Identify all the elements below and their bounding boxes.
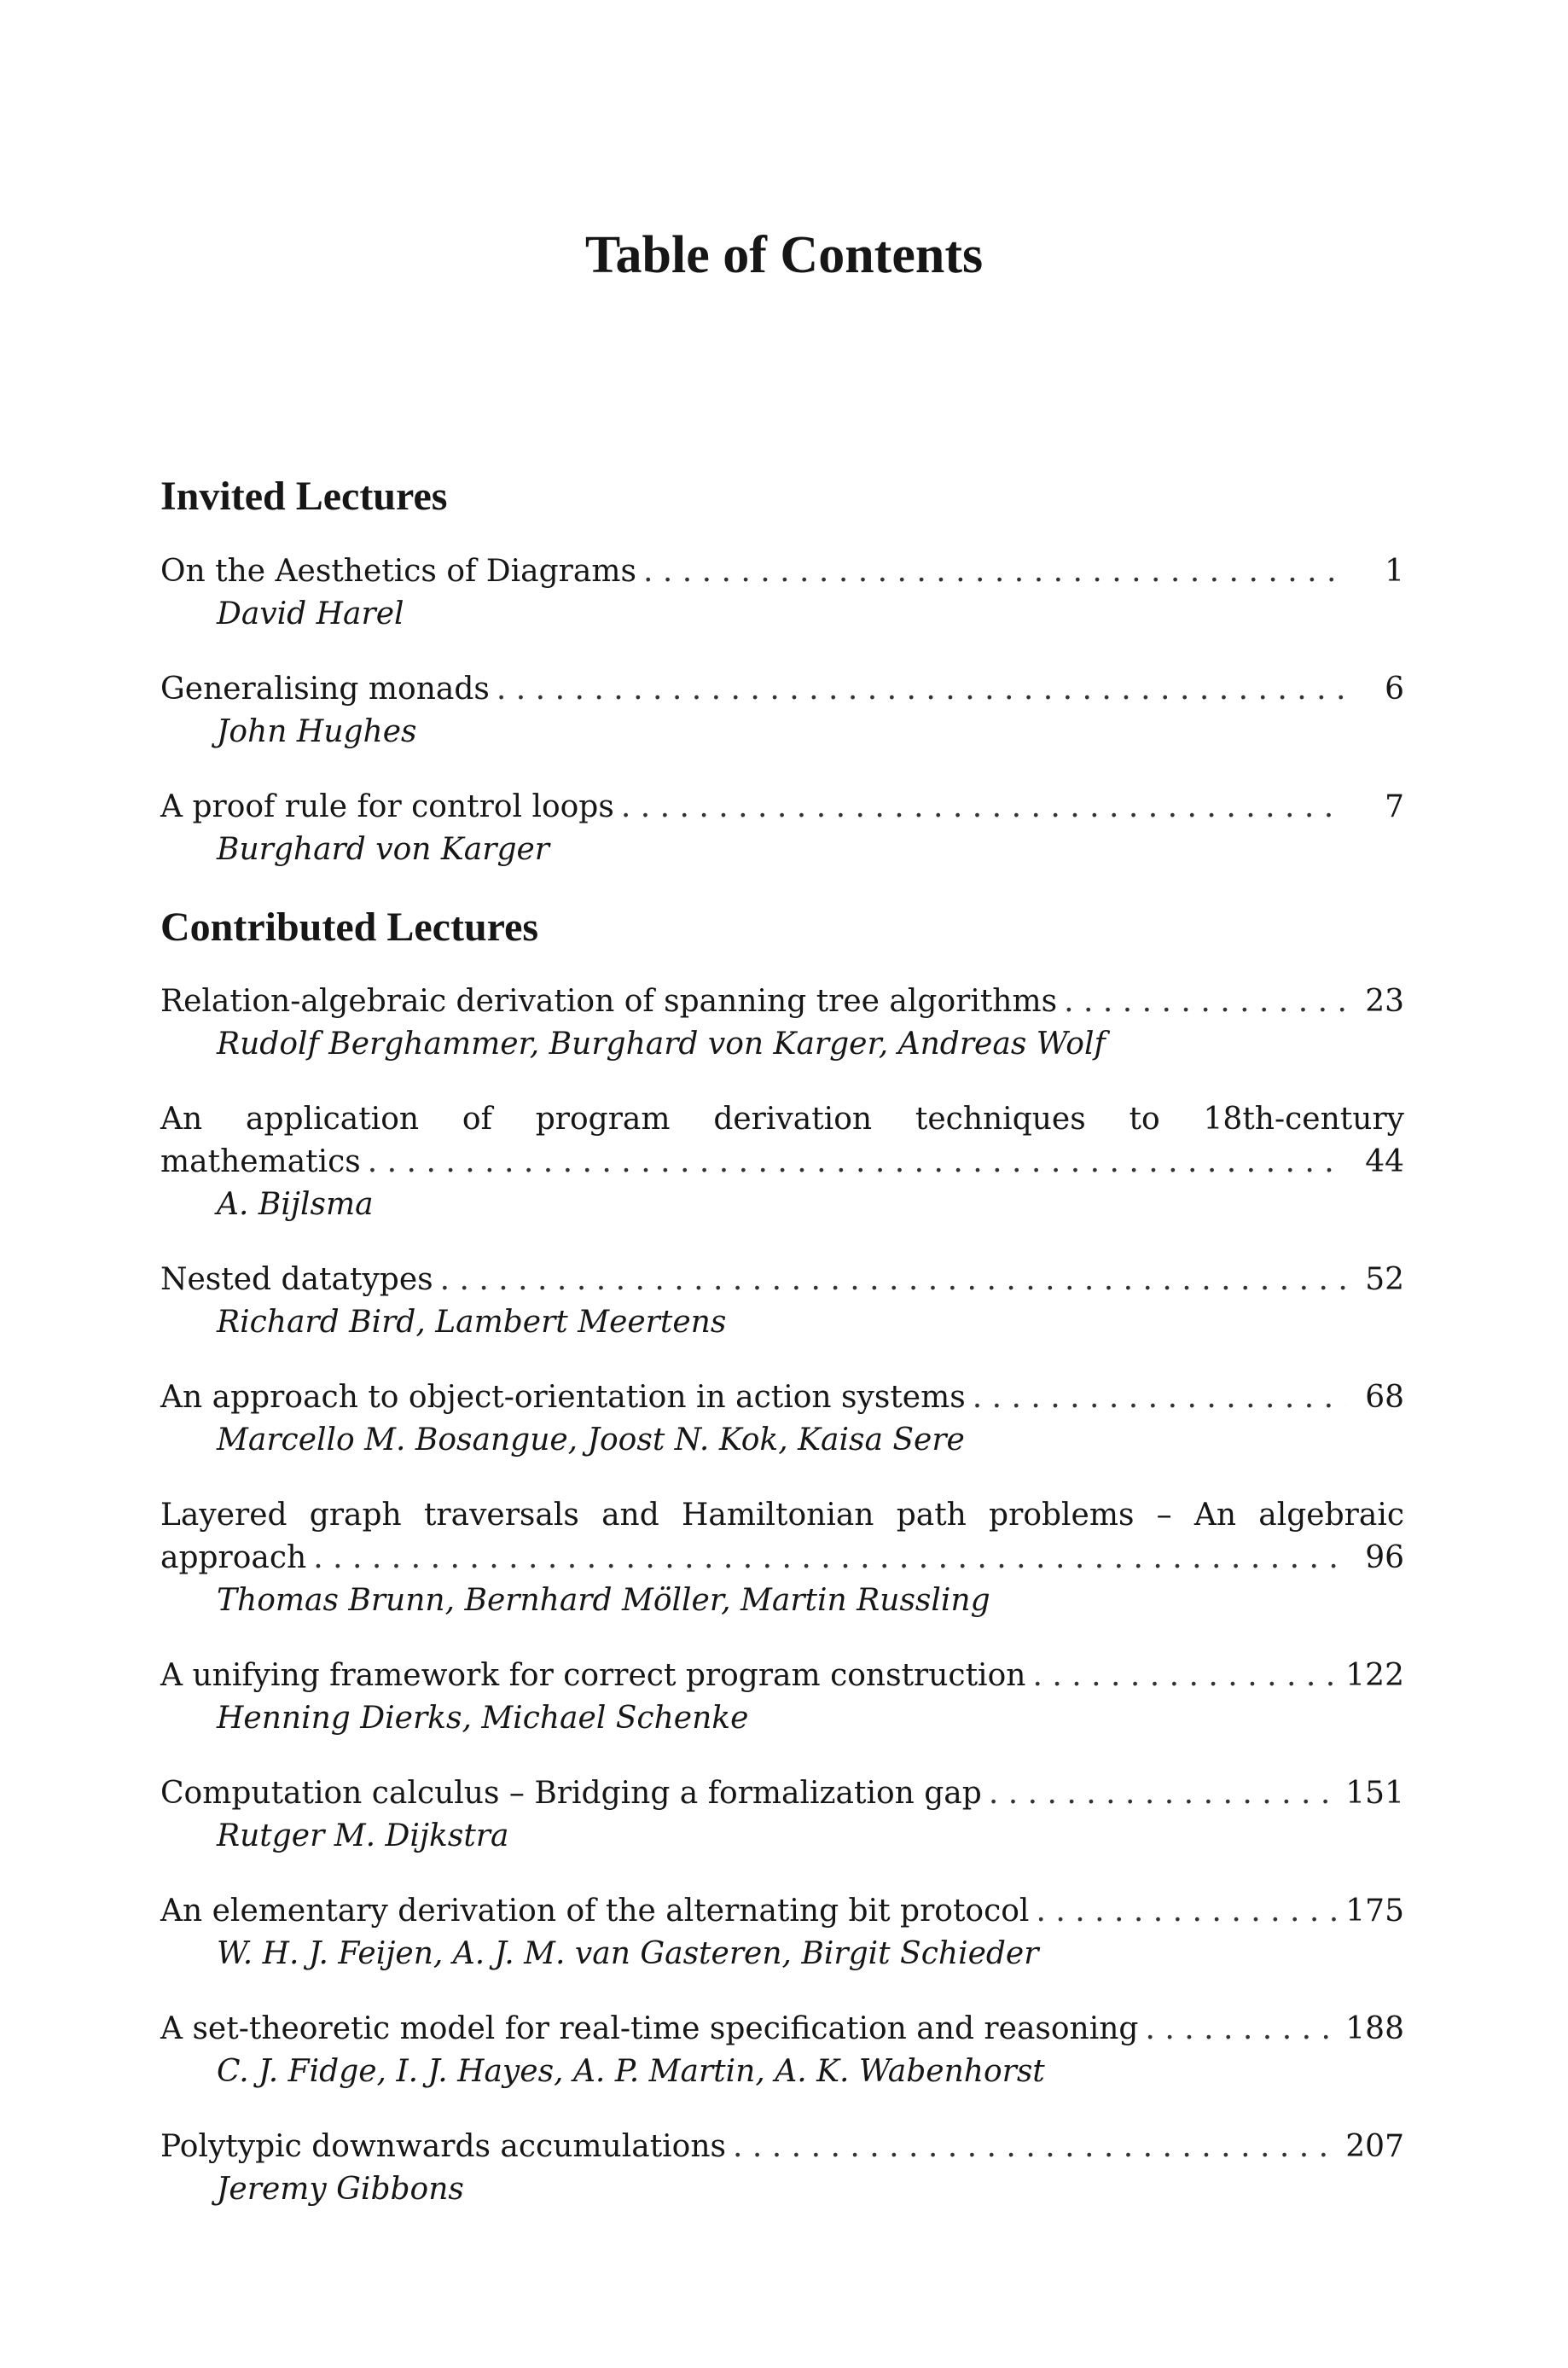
dot-leader bbox=[1064, 980, 1346, 1023]
entry-authors: Burghard von Karger bbox=[217, 832, 550, 867]
dot-leader bbox=[440, 1259, 1346, 1301]
dot-leader bbox=[313, 1537, 1346, 1580]
entry-title-line2: approach bbox=[160, 1540, 307, 1575]
dot-leader bbox=[497, 668, 1346, 711]
page-number: 96 bbox=[1365, 1540, 1404, 1575]
toc-entry[interactable] bbox=[160, 1890, 1404, 1975]
entry-title-line1: Layered graph traversals and Hamiltonian path problems – An algebraic bbox=[160, 1498, 1404, 1533]
page-number: 68 bbox=[1365, 1380, 1404, 1415]
page-title: Table of Contents bbox=[584, 226, 984, 284]
entry-authors: David Harel bbox=[217, 596, 404, 631]
page-number: 52 bbox=[1365, 1262, 1404, 1297]
entry-title: A proof rule for control loops bbox=[160, 789, 614, 824]
entry-title: Computation calculus – Bridging a formalization gap bbox=[160, 1776, 982, 1811]
toc-entry[interactable] bbox=[160, 2126, 1404, 2211]
entry-title-line2: mathematics bbox=[160, 1144, 361, 1179]
entry-authors: Marcello M. Bosangue, Joost N. Kok, Kaisa Sere bbox=[217, 1423, 965, 1457]
section-heading-invited: Invited Lectures bbox=[160, 474, 448, 519]
toc-entry[interactable] bbox=[160, 550, 1404, 636]
page-number: 7 bbox=[1385, 789, 1404, 824]
entry-authors: Rutger M. Dijkstra bbox=[217, 1818, 509, 1853]
dot-leader bbox=[621, 786, 1346, 829]
toc-entry[interactable] bbox=[160, 1772, 1404, 1858]
page-number: 175 bbox=[1345, 1894, 1404, 1929]
toc-entry[interactable] bbox=[160, 1259, 1404, 1344]
entry-authors: Jeremy Gibbons bbox=[217, 2172, 464, 2207]
dot-leader bbox=[973, 1376, 1346, 1419]
entry-title: On the Aesthetics of Diagrams bbox=[160, 554, 636, 589]
page-number: 122 bbox=[1345, 1658, 1404, 1693]
entry-authors: Richard Bird, Lambert Meertens bbox=[217, 1305, 727, 1340]
entry-authors: W. H. J. Feijen, A. J. M. van Gasteren, Birgit Schieder bbox=[217, 1936, 1039, 1971]
toc-entry[interactable] bbox=[160, 668, 1404, 753]
toc-entry[interactable] bbox=[160, 1494, 1404, 1622]
page-number: 207 bbox=[1345, 2129, 1404, 2164]
entry-title: A unifying framework for correct program construction bbox=[160, 1658, 1026, 1693]
toc-entry[interactable] bbox=[160, 1098, 1404, 1226]
page-number: 151 bbox=[1345, 1776, 1404, 1811]
page-number: 44 bbox=[1365, 1144, 1404, 1179]
entry-title: Generalising monads bbox=[160, 672, 490, 707]
entry-authors: John Hughes bbox=[217, 714, 417, 749]
entry-title: An elementary derivation of the alternating bit protocol bbox=[160, 1894, 1030, 1929]
section-heading-contributed: Contributed Lectures bbox=[160, 905, 539, 950]
entry-title: Relation-algebraic derivation of spanning tree algorithms bbox=[160, 984, 1058, 1019]
entry-authors: Henning Dierks, Michael Schenke bbox=[217, 1701, 749, 1736]
dot-leader bbox=[368, 1141, 1346, 1184]
toc-entry[interactable] bbox=[160, 786, 1404, 871]
dot-leader bbox=[1145, 2008, 1339, 2051]
page-number: 6 bbox=[1385, 672, 1404, 707]
entry-title: Nested datatypes bbox=[160, 1262, 433, 1297]
dot-leader bbox=[1036, 1890, 1339, 1933]
toc-entry[interactable] bbox=[160, 980, 1404, 1066]
dot-leader bbox=[733, 2126, 1339, 2168]
dot-leader bbox=[1032, 1655, 1339, 1697]
toc-entry[interactable] bbox=[160, 2008, 1404, 2093]
entry-authors: C. J. Fidge, I. J. Hayes, A. P. Martin, A. K. Wabenhorst bbox=[217, 2054, 1045, 2089]
entry-title: Polytypic downwards accumulations bbox=[160, 2129, 727, 2164]
page-number: 23 bbox=[1365, 984, 1404, 1019]
entry-title: An approach to object-orientation in action systems bbox=[160, 1380, 966, 1415]
entry-authors: A. Bijlsma bbox=[217, 1187, 374, 1222]
entry-authors: Rudolf Berghammer, Burghard von Karger, Andreas Wolf bbox=[217, 1027, 1106, 1062]
toc-entry[interactable] bbox=[160, 1376, 1404, 1462]
dot-leader bbox=[643, 550, 1346, 593]
toc-entry[interactable] bbox=[160, 1655, 1404, 1740]
entry-authors: Thomas Brunn, Bernhard Möller, Martin Russling bbox=[217, 1583, 990, 1618]
entry-title-line1: An application of program derivation techniques to 18th-century bbox=[160, 1102, 1404, 1137]
page-number: 1 bbox=[1385, 554, 1404, 589]
dot-leader bbox=[989, 1772, 1339, 1815]
entry-title: A set-theoretic model for real-time specification and reasoning bbox=[160, 2011, 1139, 2046]
page-number: 188 bbox=[1345, 2011, 1404, 2046]
